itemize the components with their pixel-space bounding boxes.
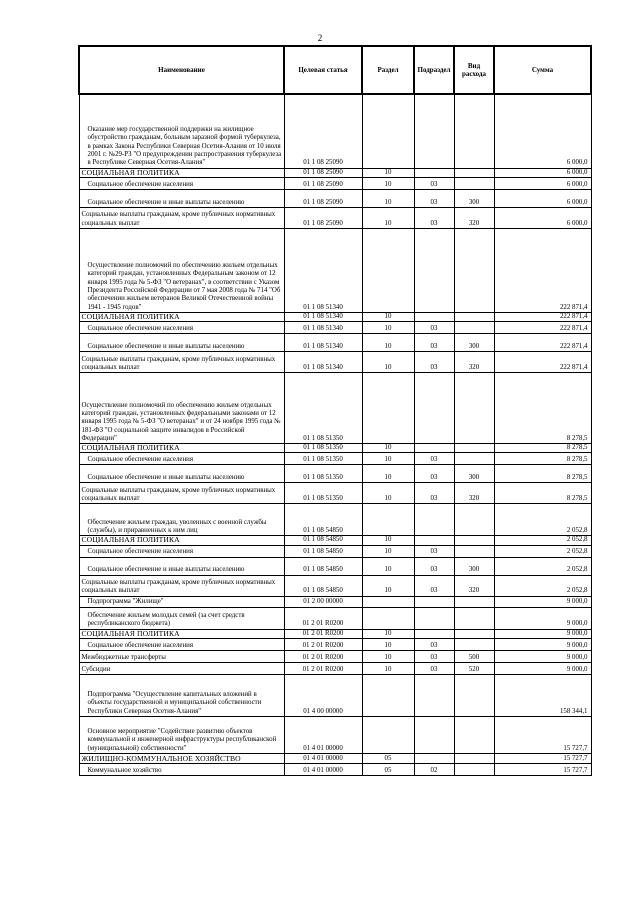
cell-expense-type — [454, 607, 494, 629]
cell-subsection — [414, 753, 454, 763]
cell-subsection — [414, 607, 454, 629]
cell-section: 10 — [362, 662, 414, 674]
cell-subsection — [414, 674, 454, 716]
cell-target: 01 4 01 00000 — [284, 753, 362, 763]
cell-section: 10 — [362, 207, 414, 228]
table-row — [79, 373, 591, 444]
cell-target: 01 4 00 00000 — [284, 674, 362, 716]
cell-name: Осуществление полномочий по обеспечению жильем отдельных категорий граждан, установленных Федеральным законом от 12 января 1995 года № 5-ФЗ "О ветеранах", в соответствии с Указом Президента Российской Федерации от 7 мая 2008 года № 714 "Об обеспечении жильем ветеранов Великой Отечественной войны 1941 - 1945 годов" — [79, 228, 284, 312]
cell-subsection: 03 — [414, 650, 454, 662]
cell-subsection — [414, 596, 454, 607]
cell-name: Социальное обеспечение и иные выплаты населению — [79, 334, 284, 352]
cell-expense-type: 300 — [454, 189, 494, 207]
cell-expense-type: 300 — [454, 334, 494, 352]
table-row — [79, 753, 591, 763]
table-row — [79, 177, 591, 189]
cell-amount: 9 000,0 — [494, 662, 591, 674]
cell-amount: 158 344,1 — [494, 674, 591, 716]
cell-amount: 6 000,0 — [494, 94, 591, 168]
table-row — [79, 536, 591, 545]
budget-table — [78, 45, 592, 776]
cell-expense-type: 320 — [454, 207, 494, 228]
table-row — [79, 607, 591, 629]
cell-section: 10 — [362, 177, 414, 189]
cell-subsection: 03 — [414, 453, 454, 465]
cell-expense-type: 300 — [454, 465, 494, 483]
table-row — [79, 352, 591, 373]
cell-subsection — [414, 312, 454, 321]
cell-subsection — [414, 168, 454, 177]
cell-name: СОЦИАЛЬНАЯ ПОЛИТИКА — [79, 629, 284, 638]
cell-expense-type — [454, 596, 494, 607]
cell-name: Подпрограмма "Осуществление капитальных вложений в объекты государственной и муниципальной собственности Республики Северная Осетия-Алания" — [79, 674, 284, 716]
cell-amount: 8 278,5 — [494, 453, 591, 465]
cell-target: 01 2 01 R0200 — [284, 638, 362, 650]
cell-amount: 2 052,8 — [494, 504, 591, 536]
cell-amount: 2 052,8 — [494, 557, 591, 575]
cell-target: 01 1 08 25090 — [284, 189, 362, 207]
cell-amount: 8 278,5 — [494, 483, 591, 504]
cell-name: Социальное обеспечение населения — [79, 638, 284, 650]
cell-expense-type: 320 — [454, 575, 494, 596]
cell-name: Социальное обеспечение и иные выплаты населению — [79, 189, 284, 207]
table-row — [79, 483, 591, 504]
cell-target: 01 1 08 54850 — [284, 557, 362, 575]
cell-amount: 2 052,8 — [494, 575, 591, 596]
cell-subsection: 03 — [414, 177, 454, 189]
cell-section — [362, 716, 414, 753]
cell-name: Социальное обеспечение и иные выплаты населению — [79, 465, 284, 483]
cell-expense-type: 520 — [454, 662, 494, 674]
cell-name: СОЦИАЛЬНАЯ ПОЛИТИКА — [79, 536, 284, 545]
cell-expense-type — [454, 753, 494, 763]
cell-amount: 2 052,8 — [494, 545, 591, 557]
cell-target: 01 1 08 51350 — [284, 483, 362, 504]
cell-name: Осуществление полномочий по обеспечению жильем отдельных категорий граждан, установленных федеральными законами от 12 января 1995 года № 5-ФЗ "О ветеранах" и от 24 ноября 1995 года № 181-ФЗ "О социальной защите инвалидов в Российской Федерации" — [79, 373, 284, 444]
cell-target: 01 1 08 51350 — [284, 373, 362, 444]
cell-subsection — [414, 629, 454, 638]
cell-expense-type: 320 — [454, 352, 494, 373]
cell-target: 01 4 01 00000 — [284, 763, 362, 775]
cell-expense-type — [454, 536, 494, 545]
cell-name: Субсидии — [79, 662, 284, 674]
cell-name: Коммунальное хозяйство — [79, 763, 284, 775]
cell-target: 01 1 08 51350 — [284, 465, 362, 483]
cell-section: 10 — [362, 575, 414, 596]
cell-expense-type — [454, 504, 494, 536]
cell-subsection: 02 — [414, 763, 454, 775]
cell-name: СОЦИАЛЬНАЯ ПОЛИТИКА — [79, 444, 284, 453]
table-row — [79, 453, 591, 465]
cell-expense-type — [454, 444, 494, 453]
cell-section: 10 — [362, 352, 414, 373]
cell-section: 10 — [362, 483, 414, 504]
cell-section: 10 — [362, 629, 414, 638]
cell-name: Межбюджетные трансферты — [79, 650, 284, 662]
table-row — [79, 662, 591, 674]
cell-amount: 222 871,4 — [494, 352, 591, 373]
cell-section: 10 — [362, 189, 414, 207]
table-row — [79, 322, 591, 334]
cell-expense-type: 500 — [454, 650, 494, 662]
cell-name: ЖИЛИЩНО-КОММУНАЛЬНОЕ ХОЗЯЙСТВО — [79, 753, 284, 763]
cell-expense-type — [454, 629, 494, 638]
cell-name: Социальные выплаты гражданам, кроме публичных нормативных социальных выплат — [79, 207, 284, 228]
cell-section — [362, 504, 414, 536]
table-row — [79, 444, 591, 453]
cell-amount: 6 000,0 — [494, 168, 591, 177]
cell-expense-type — [454, 545, 494, 557]
header-expense-type: Вид расхода — [454, 46, 494, 94]
cell-name: Социальное обеспечение населения — [79, 322, 284, 334]
cell-expense-type — [454, 168, 494, 177]
cell-name: Социальное обеспечение и иные выплаты населению — [79, 557, 284, 575]
table-row — [79, 763, 591, 775]
cell-amount: 6 000,0 — [494, 189, 591, 207]
table-row — [79, 504, 591, 536]
table-row — [79, 465, 591, 483]
cell-target: 01 4 01 00000 — [284, 716, 362, 753]
cell-target: 01 1 08 25090 — [284, 207, 362, 228]
cell-name: Социальное обеспечение населения — [79, 453, 284, 465]
cell-subsection: 03 — [414, 352, 454, 373]
header-amount: Сумма — [494, 46, 591, 94]
cell-amount: 8 278,5 — [494, 465, 591, 483]
cell-subsection: 03 — [414, 189, 454, 207]
cell-target: 01 1 08 51340 — [284, 312, 362, 321]
cell-target: 01 1 08 51340 — [284, 334, 362, 352]
cell-target: 01 1 08 51340 — [284, 322, 362, 334]
cell-section: 10 — [362, 536, 414, 545]
cell-expense-type — [454, 373, 494, 444]
header-subsection: Подраздел — [414, 46, 454, 94]
cell-name: Обеспечение жильем молодых семей (за счет средств республиканского бюджета) — [79, 607, 284, 629]
cell-section: 10 — [362, 453, 414, 465]
cell-section: 10 — [362, 557, 414, 575]
cell-subsection — [414, 536, 454, 545]
table-row — [79, 334, 591, 352]
cell-amount: 2 052,8 — [494, 536, 591, 545]
cell-expense-type — [454, 763, 494, 775]
cell-target: 01 1 08 25090 — [284, 168, 362, 177]
cell-target: 01 2 01 R0200 — [284, 650, 362, 662]
table-row — [79, 596, 591, 607]
cell-name: СОЦИАЛЬНАЯ ПОЛИТИКА — [79, 312, 284, 321]
cell-target: 01 1 08 25090 — [284, 94, 362, 168]
cell-name: Социальные выплаты гражданам, кроме публичных нормативных социальных выплат — [79, 483, 284, 504]
cell-amount: 9 000,0 — [494, 607, 591, 629]
cell-subsection: 03 — [414, 207, 454, 228]
cell-section: 10 — [362, 545, 414, 557]
table-row — [79, 629, 591, 638]
cell-subsection: 03 — [414, 638, 454, 650]
cell-subsection — [414, 94, 454, 168]
table-row — [79, 189, 591, 207]
cell-section: 10 — [362, 168, 414, 177]
cell-subsection: 03 — [414, 483, 454, 504]
cell-expense-type — [454, 94, 494, 168]
cell-name: Основное мероприятие "Содействие развитию объектов коммунальной и инженерной инфраструктуры республиканской (муниципальной) собственности" — [79, 716, 284, 753]
cell-expense-type — [454, 638, 494, 650]
cell-target: 01 1 08 54850 — [284, 545, 362, 557]
cell-amount: 9 000,0 — [494, 638, 591, 650]
cell-name: Социальные выплаты гражданам, кроме публичных нормативных социальных выплат — [79, 352, 284, 373]
cell-expense-type — [454, 453, 494, 465]
cell-subsection: 03 — [414, 575, 454, 596]
cell-expense-type — [454, 312, 494, 321]
cell-target: 01 2 01 R0200 — [284, 629, 362, 638]
cell-section: 05 — [362, 763, 414, 775]
cell-subsection: 03 — [414, 465, 454, 483]
cell-section — [362, 228, 414, 312]
cell-amount: 9 000,0 — [494, 629, 591, 638]
cell-subsection — [414, 373, 454, 444]
table-body — [79, 94, 591, 775]
cell-section: 10 — [362, 638, 414, 650]
table-row — [79, 168, 591, 177]
cell-target: 01 1 08 25090 — [284, 177, 362, 189]
table-row — [79, 94, 591, 168]
header-target: Целевая статья — [284, 46, 362, 94]
header-name: Наименование — [79, 46, 284, 94]
cell-amount: 15 727,7 — [494, 753, 591, 763]
cell-target: 01 2 01 R0200 — [284, 607, 362, 629]
cell-subsection: 03 — [414, 322, 454, 334]
table-row — [79, 674, 591, 716]
header-section: Раздел — [362, 46, 414, 94]
cell-amount: 222 871,4 — [494, 334, 591, 352]
cell-section — [362, 607, 414, 629]
cell-name: Социальное обеспечение населения — [79, 545, 284, 557]
page-number: 2 — [317, 33, 323, 43]
cell-amount: 15 727,7 — [494, 763, 591, 775]
cell-expense-type: 300 — [454, 557, 494, 575]
cell-expense-type — [454, 228, 494, 312]
cell-amount: 9 000,0 — [494, 596, 591, 607]
cell-target: 01 1 08 51340 — [284, 228, 362, 312]
cell-subsection — [414, 716, 454, 753]
cell-section — [362, 373, 414, 444]
cell-section — [362, 94, 414, 168]
cell-amount: 8 278,5 — [494, 444, 591, 453]
cell-expense-type — [454, 674, 494, 716]
cell-target: 01 1 08 51350 — [284, 444, 362, 453]
cell-subsection — [414, 228, 454, 312]
cell-amount: 6 000,0 — [494, 207, 591, 228]
cell-amount: 9 000,0 — [494, 650, 591, 662]
cell-section: 10 — [362, 444, 414, 453]
cell-expense-type: 320 — [454, 483, 494, 504]
cell-section — [362, 596, 414, 607]
cell-subsection — [414, 444, 454, 453]
table-header-row — [79, 46, 591, 94]
cell-amount: 222 871,4 — [494, 228, 591, 312]
cell-target: 01 2 00 00000 — [284, 596, 362, 607]
cell-amount: 15 727,7 — [494, 716, 591, 753]
table-row — [79, 716, 591, 753]
cell-target: 01 1 08 54850 — [284, 536, 362, 545]
table-row — [79, 545, 591, 557]
cell-subsection: 03 — [414, 334, 454, 352]
cell-amount: 6 000,0 — [494, 177, 591, 189]
table-row — [79, 312, 591, 321]
cell-name: Обеспечение жильем граждан, уволенных с военной службы (службы), и приравненных к ним лиц — [79, 504, 284, 536]
cell-subsection — [414, 504, 454, 536]
cell-amount: 222 871,4 — [494, 322, 591, 334]
table-row — [79, 575, 591, 596]
cell-name: Социальное обеспечение населения — [79, 177, 284, 189]
cell-target: 01 1 08 54850 — [284, 575, 362, 596]
cell-subsection: 03 — [414, 557, 454, 575]
cell-section: 10 — [362, 312, 414, 321]
cell-expense-type — [454, 716, 494, 753]
cell-target: 01 2 01 R0200 — [284, 662, 362, 674]
table-row — [79, 557, 591, 575]
cell-name: Подпрограмма "Жилище" — [79, 596, 284, 607]
cell-name: Социальные выплаты гражданам, кроме публичных нормативных социальных выплат — [79, 575, 284, 596]
table-row — [79, 638, 591, 650]
table-row — [79, 207, 591, 228]
cell-section: 10 — [362, 334, 414, 352]
cell-target: 01 1 08 51350 — [284, 453, 362, 465]
cell-section: 10 — [362, 650, 414, 662]
table-row — [79, 650, 591, 662]
cell-amount: 222 871,4 — [494, 312, 591, 321]
cell-section — [362, 674, 414, 716]
cell-target: 01 1 08 54850 — [284, 504, 362, 536]
cell-subsection: 03 — [414, 662, 454, 674]
cell-section: 10 — [362, 322, 414, 334]
cell-section: 05 — [362, 753, 414, 763]
cell-subsection: 03 — [414, 545, 454, 557]
cell-amount: 8 278,5 — [494, 373, 591, 444]
cell-section: 10 — [362, 465, 414, 483]
table-row — [79, 228, 591, 312]
cell-expense-type — [454, 177, 494, 189]
cell-target: 01 1 08 51340 — [284, 352, 362, 373]
cell-name: СОЦИАЛЬНАЯ ПОЛИТИКА — [79, 168, 284, 177]
cell-name: Оказание мер государственной поддержки на жилищное обустройство гражданам, больным заразной формой туберкулеза, в рамках Закона Республики Северная Осетия-Алания от 10 июля 2001 г. №29-РЗ "О предупреждении распространения туберкулеза в Республике Северная Осетия-Алания" — [79, 94, 284, 168]
cell-expense-type — [454, 322, 494, 334]
